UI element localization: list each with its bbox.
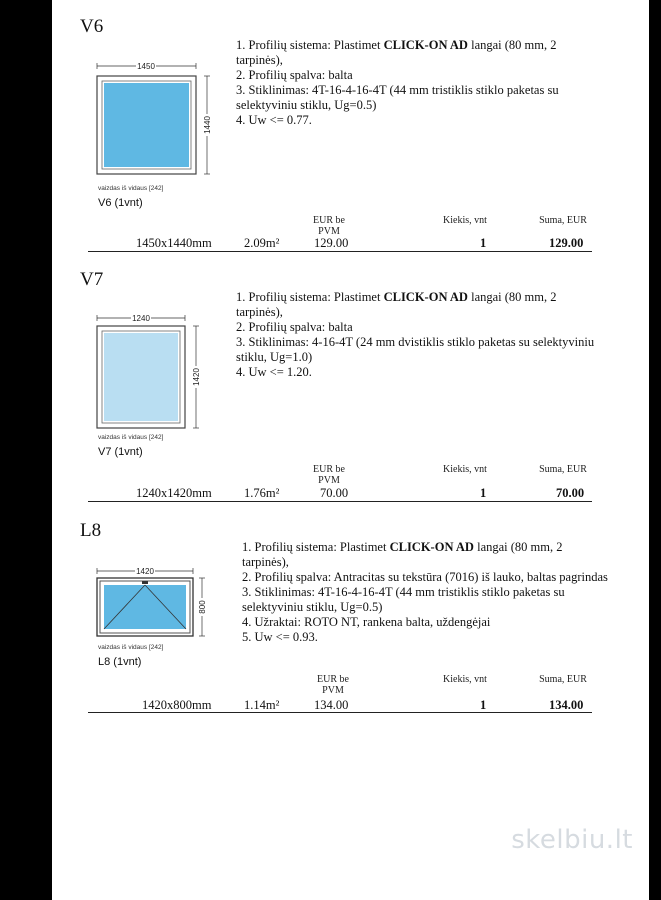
price-value: 134.00: [314, 698, 349, 712]
sum-header: Suma, EUR: [539, 215, 587, 226]
spec-line: 1. Profilių sistema: Plastimet CLICK-ON AD langai (80 mm, 2 tarpinės),: [236, 290, 557, 319]
spec-line: 4. Užraktai: ROTO NT, rankena balta, uždengėjai: [242, 615, 491, 629]
window-drawing: [92, 58, 222, 188]
sum-header: Suma, EUR: [539, 674, 587, 685]
qty-value: 1: [480, 698, 487, 712]
unit-caption: L8 (1vnt): [98, 656, 142, 668]
spec-line: 3. Stiklinimas: 4T-16-4-16-4T (44 mm tristiklis stiklo paketas su selektyviniu stiklu, Ug=0.5): [236, 83, 559, 112]
qty-value: 1: [480, 486, 487, 500]
sum-value: 129.00: [549, 236, 584, 250]
width-dimension: 1240: [132, 314, 150, 323]
unit-caption: V6 (1vnt): [98, 197, 143, 209]
window-sketch: [92, 564, 222, 642]
qty-header: Kiekis, vnt: [443, 215, 487, 226]
price-value: 129.00: [314, 236, 349, 250]
left-black-border: [0, 0, 52, 900]
price-header: EUR be PVM: [313, 215, 345, 237]
spec-line: 5. Uw <= 0.93.: [242, 630, 318, 644]
glass-pane: [104, 83, 189, 167]
qty-header: Kiekis, vnt: [443, 464, 487, 475]
spec-line: 3. Stiklinimas: 4T-16-4-16-4T (44 mm tristiklis stiklo paketas su selektyviniu stiklu, Ug=0.5): [242, 585, 565, 614]
spec-line: 2. Profilių spalva: balta: [236, 320, 353, 334]
spec-list: [236, 38, 606, 128]
glass-pane: [104, 585, 186, 629]
height-dimension: 800: [198, 600, 207, 614]
document-page: [52, 0, 649, 900]
watermark: skelbiu.lt: [511, 825, 633, 855]
price-header: EUR be PVM: [313, 464, 345, 486]
row-divider: [88, 712, 592, 713]
view-caption: vaizdas iš vidaus [242]: [98, 185, 164, 192]
window-sketch: [92, 58, 222, 188]
item-code: V6: [80, 16, 104, 37]
width-dimension: 1450: [137, 62, 155, 71]
spec-line: 2. Profilių spalva: balta: [236, 68, 353, 82]
window-drawing: [92, 310, 222, 435]
size-value: 1450x1440mm: [136, 236, 212, 250]
glass-pane: [104, 333, 178, 421]
size-value: 1240x1420mm: [136, 486, 212, 500]
view-caption: vaizdas iš vidaus [242]: [98, 434, 164, 441]
view-caption: vaizdas iš vidaus [242]: [98, 644, 164, 651]
size-value: 1420x800mm: [142, 698, 212, 712]
spec-line: 1. Profilių sistema: Plastimet CLICK-ON AD langai (80 mm, 2 tarpinės),: [236, 38, 557, 67]
spec-line: 4. Uw <= 0.77.: [236, 113, 312, 127]
sum-value: 134.00: [549, 698, 584, 712]
row-divider: [88, 501, 592, 502]
right-black-border: [649, 0, 661, 900]
window-sketch: [92, 310, 222, 435]
item-code: L8: [80, 520, 102, 541]
spec-line: 4. Uw <= 1.20.: [236, 365, 312, 379]
window-drawing: [92, 564, 222, 642]
area-value: 1.76m²: [244, 486, 280, 500]
qty-header: Kiekis, vnt: [443, 674, 487, 685]
price-header: EUR be PVM: [317, 674, 349, 696]
height-dimension: 1420: [192, 368, 201, 386]
sum-header: Suma, EUR: [539, 464, 587, 475]
row-divider: [88, 251, 592, 252]
area-value: 2.09m²: [244, 236, 280, 250]
area-value: 1.14m²: [244, 698, 280, 712]
spec-line: 3. Stiklinimas: 4-16-4T (24 mm dvistiklis stiklo paketas su selektyviniu stiklu, Ug=1.0): [236, 335, 595, 364]
price-value: 70.00: [320, 486, 349, 500]
item-code: V7: [80, 269, 104, 290]
spec-list: [242, 540, 612, 645]
spec-line: 1. Profilių sistema: Plastimet CLICK-ON AD langai (80 mm, 2 tarpinės),: [242, 540, 563, 569]
height-dimension: 1440: [203, 116, 212, 134]
spec-list: [236, 290, 606, 380]
width-dimension: 1420: [136, 567, 154, 576]
sum-value: 70.00: [556, 486, 585, 500]
unit-caption: V7 (1vnt): [98, 446, 143, 458]
spec-line: 2. Profilių spalva: Antracitas su tekstūra (7016) iš lauko, baltas pagrindas: [242, 570, 608, 584]
qty-value: 1: [480, 236, 487, 250]
